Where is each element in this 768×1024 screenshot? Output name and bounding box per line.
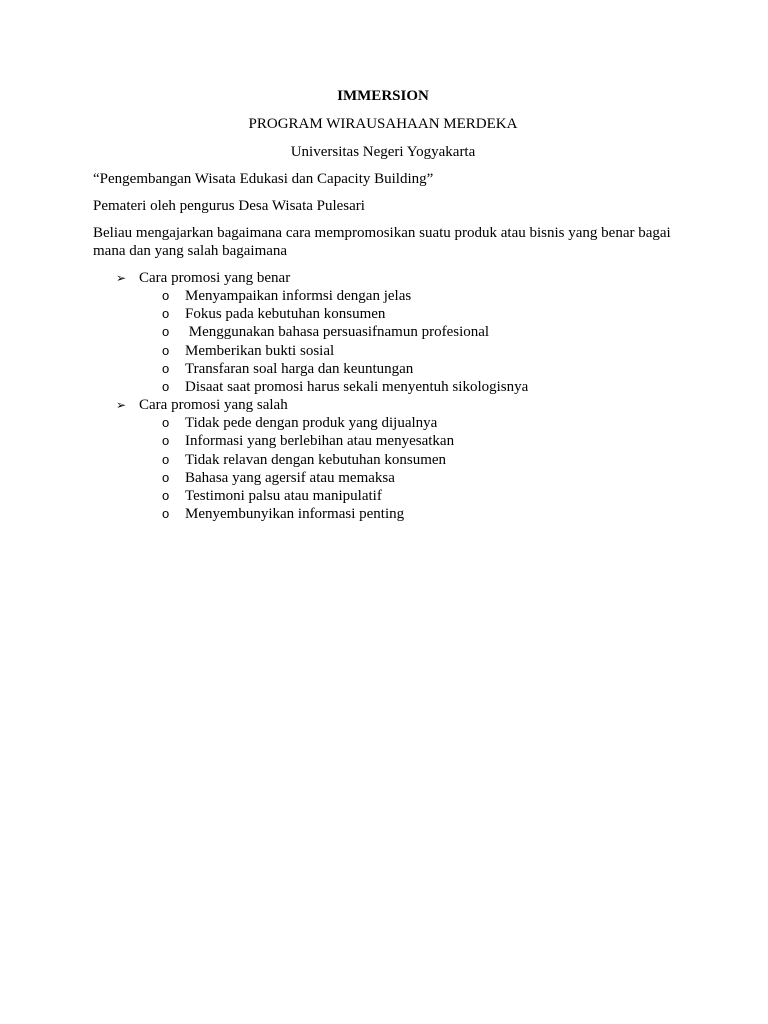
list-item-text: Tidak pede dengan produk yang dijualnya xyxy=(185,415,438,432)
speaker-line: Pemateri oleh pengurus Desa Wisata Pulesari xyxy=(93,198,365,214)
list-item xyxy=(93,360,673,378)
list-item-text: Disaat saat promosi harus sekali menyentuh sikologisnya xyxy=(185,379,529,396)
document-title: IMMERSION xyxy=(337,88,429,104)
list-item-text: Memberikan bukti sosial xyxy=(185,342,335,359)
list-item-text: Bahasa yang agersif atau memaksa xyxy=(185,469,395,486)
circle-bullet-icon: o xyxy=(162,342,170,358)
topic-title: “Pengembangan Wisata Edukasi dan Capacity Building” xyxy=(93,171,434,187)
list-item-text: Fokus pada kebutuhan konsumen xyxy=(185,306,386,323)
list-item-text: Menyembunyikan informasi penting xyxy=(185,506,405,523)
list-item xyxy=(93,414,673,432)
circle-bullet-icon: o xyxy=(162,415,170,431)
list-item xyxy=(93,432,673,450)
circle-bullet-icon: o xyxy=(162,306,170,322)
list-item xyxy=(93,469,673,487)
circle-bullet-icon: o xyxy=(162,288,170,303)
circle-bullet-icon: o xyxy=(162,469,170,485)
circle-bullet-icon: o xyxy=(162,451,170,467)
circle-bullet-icon: o xyxy=(162,433,170,449)
list-item xyxy=(93,342,673,360)
list-item xyxy=(93,487,673,505)
list-item-text: Testimoni palsu atau manipulatif xyxy=(185,488,382,505)
circle-bullet-icon: o xyxy=(162,488,170,504)
correct-promotion-items xyxy=(139,287,673,396)
wrong-promotion-items xyxy=(139,414,673,523)
section-heading: Cara promosi yang salah xyxy=(139,397,288,414)
program-name: PROGRAM WIRAUSAHAAN MERDEKA xyxy=(248,116,518,132)
section-wrong-promotion xyxy=(93,396,673,523)
list-item xyxy=(93,451,673,469)
circle-bullet-icon: o xyxy=(162,506,170,522)
section-correct-promotion xyxy=(93,269,673,396)
document-body xyxy=(93,86,673,523)
circle-bullet-icon: o xyxy=(162,360,170,376)
list-item xyxy=(93,287,673,305)
list-item-text: Transfaran soal harga dan keuntungan xyxy=(185,360,414,377)
list-item xyxy=(93,505,673,523)
list-item-text: Tidak relavan dengan kebutuhan konsumen xyxy=(185,451,447,468)
circle-bullet-icon: o xyxy=(162,324,170,340)
list-item-text: Informasi yang berlebihan atau menyesatkan xyxy=(185,433,455,450)
list-item xyxy=(93,305,673,323)
list-item xyxy=(93,378,673,396)
arrow-bullet-icon: ➢ xyxy=(116,271,127,285)
university-name: Universitas Negeri Yogyakarta xyxy=(290,144,476,160)
circle-bullet-icon: o xyxy=(162,379,170,395)
list-item-text: Menggunakan bahasa persuasifnamun profesional xyxy=(185,324,490,341)
description-paragraph: Beliau mengajarkan bagaimana cara mempromosikan suatu produk atau bisnis yang benar bagai mana dan yang salah bagaimana xyxy=(93,225,671,259)
section-heading: Cara promosi yang benar xyxy=(139,270,291,286)
list-item xyxy=(93,323,673,341)
list-item-text: Menyampaikan informsi dengan jelas xyxy=(185,288,412,304)
promotion-list xyxy=(93,269,673,523)
arrow-bullet-icon: ➢ xyxy=(116,398,127,413)
